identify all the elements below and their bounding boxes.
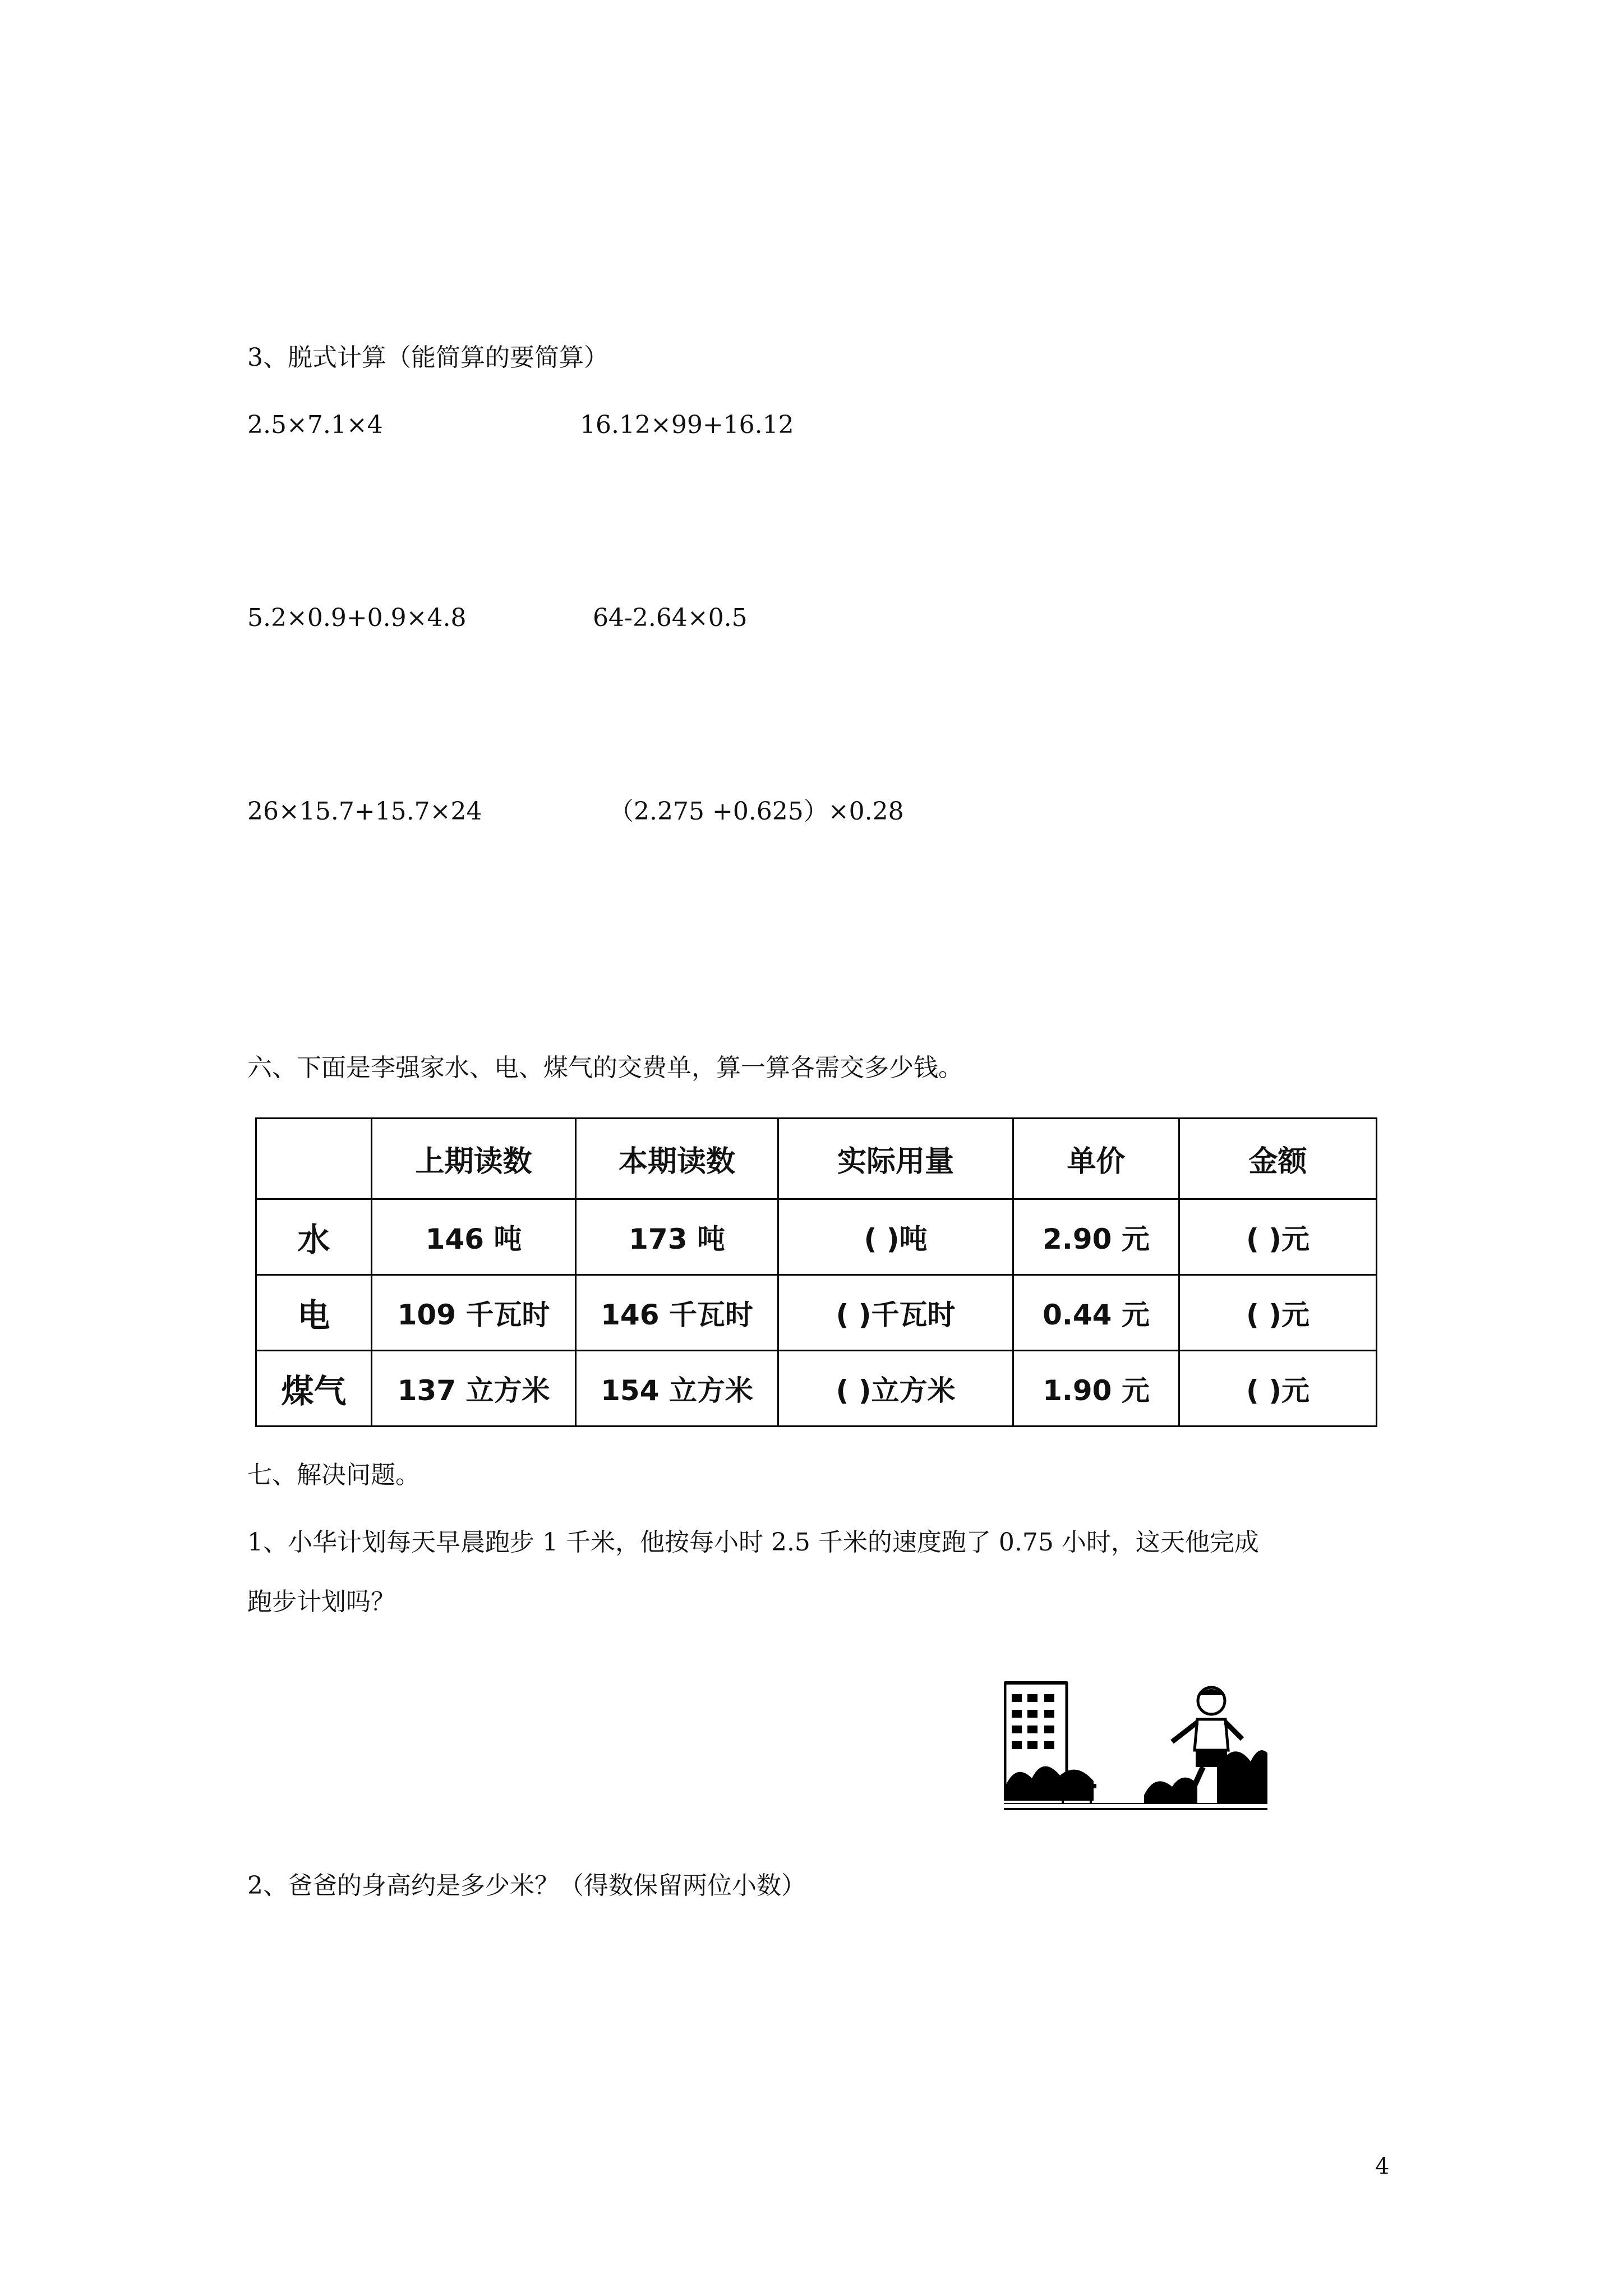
section7-title: 七、解决问题。 bbox=[247, 1461, 420, 1489]
expression-1: 2.5×7.1×4 bbox=[247, 411, 383, 439]
expression-2: 16.12×99+16.12 bbox=[580, 411, 794, 439]
table-header-cell: 单价 bbox=[1013, 1119, 1179, 1199]
table-cell: 2.90 元 bbox=[1013, 1199, 1179, 1275]
table-row-label: 煤气 bbox=[256, 1351, 372, 1427]
table-cell: 146 吨 bbox=[372, 1199, 576, 1275]
fee-table bbox=[255, 1117, 1377, 1427]
expression-5: 26×15.7+15.7×24 bbox=[247, 797, 482, 826]
table-row bbox=[256, 1199, 1377, 1275]
page-number: 4 bbox=[1375, 2154, 1390, 2179]
expression-4: 64-2.64×0.5 bbox=[593, 604, 748, 632]
table-cell: 1.90 元 bbox=[1013, 1351, 1179, 1427]
table-row-label: 电 bbox=[256, 1275, 372, 1351]
table-cell: 0.44 元 bbox=[1013, 1275, 1179, 1351]
expression-3: 5.2×0.9+0.9×4.8 bbox=[247, 604, 467, 632]
table-header-cell: 上期读数 bbox=[372, 1119, 576, 1199]
table-header-cell: 金额 bbox=[1179, 1119, 1377, 1199]
running-boy-illustration bbox=[1004, 1677, 1267, 1823]
table-header-cell: 本期读数 bbox=[576, 1119, 778, 1199]
question-2: 2、爸爸的身高约是多少米？（得数保留两位小数） bbox=[247, 1871, 806, 1900]
table-cell: 154 立方米 bbox=[576, 1351, 778, 1427]
question-1-line-2: 跑步计划吗？ bbox=[247, 1588, 395, 1616]
table-cell-blank: ( )元 bbox=[1179, 1275, 1377, 1351]
table-cell: 137 立方米 bbox=[372, 1351, 576, 1427]
section3-title: 3、脱式计算（能简算的要简算） bbox=[247, 343, 608, 372]
table-cell: 146 千瓦时 bbox=[576, 1275, 778, 1351]
table-cell: 173 吨 bbox=[576, 1199, 778, 1275]
table-header-cell bbox=[256, 1119, 372, 1199]
table-row bbox=[256, 1351, 1377, 1427]
table-cell-blank: ( )吨 bbox=[778, 1199, 1013, 1275]
table-cell-blank: ( )千瓦时 bbox=[778, 1275, 1013, 1351]
table-cell-blank: ( )元 bbox=[1179, 1351, 1377, 1427]
table-header-cell: 实际用量 bbox=[778, 1119, 1013, 1199]
table-cell: 109 千瓦时 bbox=[372, 1275, 576, 1351]
expression-6: （2.275 +0.625）×0.28 bbox=[609, 797, 904, 826]
table-header-row bbox=[256, 1119, 1377, 1199]
table-cell-blank: ( )立方米 bbox=[778, 1351, 1013, 1427]
table-row-label: 水 bbox=[256, 1199, 372, 1275]
table-cell-blank: ( )元 bbox=[1179, 1199, 1377, 1275]
question-1-line-1: 1、小华计划每天早晨跑步 1 千米，他按每小时 2.5 千米的速度跑了 0.75 小时，这天他完成 bbox=[247, 1528, 1259, 1557]
table-row bbox=[256, 1275, 1377, 1351]
section6-title: 六、下面是李强家水、电、煤气的交费单，算一算各需交多少钱。 bbox=[247, 1053, 963, 1082]
